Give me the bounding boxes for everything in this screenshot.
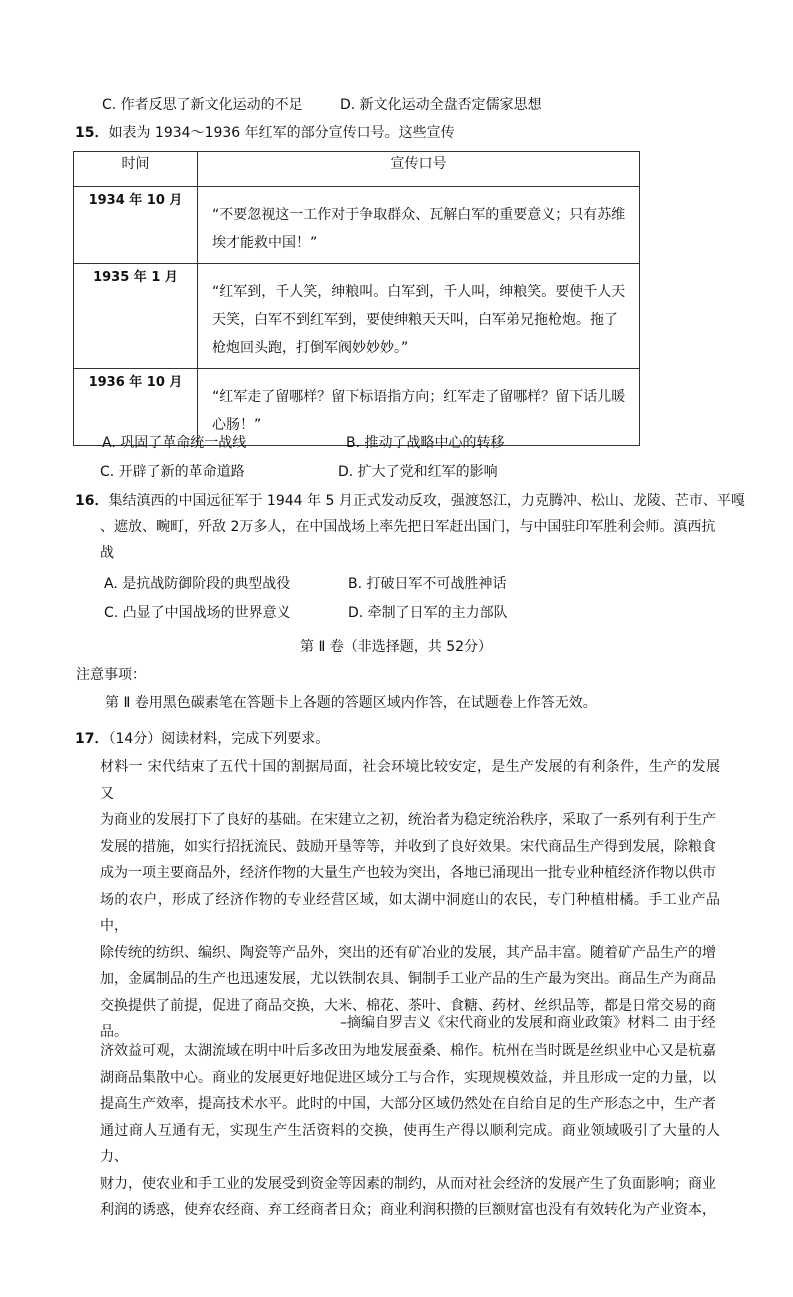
material-line: 财力，使农业和手工业的发展受到资金等因素的制约，从而对社会经济的发展产生了负面影响；商业 — [100, 1175, 716, 1192]
material-line: 利润的诱惑，使弃农经商、弃工经商者日众；商业利润积攒的巨额财富也没有有效转化为产业资本， — [100, 1202, 716, 1218]
table-header-row — [74, 152, 640, 187]
q16-option-b: B. 打破日军不可战胜神话 — [348, 576, 507, 592]
q15-option-a: A. 巩固了革命统一战线 — [102, 435, 247, 451]
table-header-time: 时间 — [74, 152, 198, 187]
question-16-line-1 — [75, 491, 745, 511]
material-line: 场的农户，形成了经济作物的专业经营区域，如太湖中洞庭山的农民，专门种植柑橘。手工业产品中， — [100, 891, 720, 934]
material-line: 发展的措施，如实行招抚流民、鼓励开垦等等，并收到了良好效果。宋代商品生产得到发展，除粮食 — [100, 838, 716, 855]
table-cell-time: 1936 年 10 月 — [74, 369, 198, 446]
question-stem: 如表为 1934～1936 年红军的部分宣传口号。这些宣传 — [108, 125, 455, 141]
table-cell-slogan: “不要忽视这一工作对于争取群众、瓦解白军的重要意义；只有苏维埃才能救中国！” — [198, 187, 640, 264]
q15-option-d: D. 扩大了党和红军的影响 — [338, 464, 498, 480]
material-line: 成为一项主要商品外，经济作物的大量生产也较为突出，各地已涌现出一批专业种植经济作物以供市 — [100, 865, 716, 881]
material-line: 为商业的发展打下了良好的基础。在宋建立之初，统治者为稳定统治秩序，采取了一系列有利于生产 — [100, 812, 716, 828]
section-title: 第 Ⅱ 卷（非选择题，共 52分） — [300, 639, 493, 655]
question-17 — [75, 729, 329, 749]
material-line: 材料一 宋代结束了五代十国的割据局面，社会环境比较安定，是生产发展的有利条件，生产的发展又 — [100, 759, 720, 802]
table-cell-slogan: “红军到，千人笑，绅粮叫。白军到，千人叫，绅粮笑。要使千人天天笑，白军不到红军到，要使绅粮天天叫，白军弟兄拖枪炮。拖了枪炮回头跑，打倒军阀妙妙妙。” — [198, 264, 640, 369]
slogan-table — [73, 151, 640, 446]
q16-option-d: D. 牵制了日军的主力部队 — [348, 605, 508, 621]
table-row — [74, 264, 640, 369]
material-line: 除传统的纺织、编织、陶瓷等产品外，突出的还有矿冶业的发展，其产品丰富。随着矿产品生产的增 — [100, 944, 716, 961]
material-2 — [100, 1038, 720, 1224]
material-line: 提高生产效率，提高技术水平。此时的中国，大部分区域仍然处在自给自足的生产形态之中，生产者 — [100, 1096, 716, 1112]
question-number: 17． — [75, 731, 109, 747]
q14-option-c: C. 作者反思了新文化运动的不足 — [102, 97, 303, 113]
question-stem: 集结滇西的中国远征军于 1944 年 5 月正式发动反攻，强渡怒江，力克腾冲、松山、龙陵、芒市、平嘎 — [108, 493, 745, 509]
question-16-line-2: 、遮放、畹町，歼敌 2万多人，在中国战场上率先把日军赶出国门，与中国驻印军胜利会师。滇西抗 — [100, 519, 716, 535]
q15-option-c: C. 开辟了新的革命道路 — [100, 464, 245, 480]
question-stem: （14分）阅读材料，完成下列要求。 — [108, 731, 330, 747]
material-source-line: –摘编自罗吉义《宋代商业的发展和商业政策》材料二 由于经 — [340, 1015, 716, 1031]
q16-option-c: C. 凸显了中国战场的世界意义 — [104, 605, 291, 621]
material-line: 通过商人互通有无，实现生产生活资料的交换，使再生产得以顺利完成。商业领域吸引了大量的人力、 — [100, 1122, 720, 1165]
notice-text: 第 Ⅱ 卷用黑色碳素笔在答题卡上各题的答题区域内作答，在试题卷上作答无效。 — [105, 695, 597, 711]
question-16-line-3: 战 — [100, 545, 114, 561]
q15-option-b: B. 推动了战略中心的转移 — [346, 435, 505, 451]
q16-option-a: A. 是抗战防御阶段的典型战役 — [104, 576, 291, 592]
question-15 — [75, 123, 455, 143]
table-row — [74, 187, 640, 264]
material-line: 济效益可观，太湖流域在明中叶后多改田为地发展蚕桑、棉作。杭州在当时既是丝织业中心又是杭嘉 — [100, 1043, 716, 1059]
material-line: 品。 — [100, 1024, 128, 1040]
notice-label: 注意事项： — [76, 667, 146, 683]
table-cell-time: 1935 年 1 月 — [74, 264, 198, 369]
table-cell-slogan: “红军走了留哪样？留下标语指方向；红军走了留哪样？留下话儿暖心肠！” — [198, 369, 640, 446]
material-line: 湖商品集散中心。商业的发展更好地促进区域分工与合作，实现规模效益，并且形成一定的力量，以 — [100, 1069, 716, 1086]
material-line: 加，金属制品的生产也迅速发展，尤以铁制农具、铜制手工业产品的生产最为突出。商品生产为商品 — [100, 971, 716, 987]
material-line: 交换提供了前提，促进了商品交换，大米、棉花、茶叶、食糖、药材、丝织品等，都是日常交易的商 — [100, 997, 716, 1014]
material-1 — [100, 754, 720, 1046]
table-cell-time: 1934 年 10 月 — [74, 187, 198, 264]
question-number: 16． — [75, 493, 109, 509]
q14-option-d: D. 新文化运动全盘否定儒家思想 — [340, 97, 542, 113]
table-header-slogan: 宣传口号 — [198, 152, 640, 187]
question-number: 15． — [75, 125, 109, 141]
